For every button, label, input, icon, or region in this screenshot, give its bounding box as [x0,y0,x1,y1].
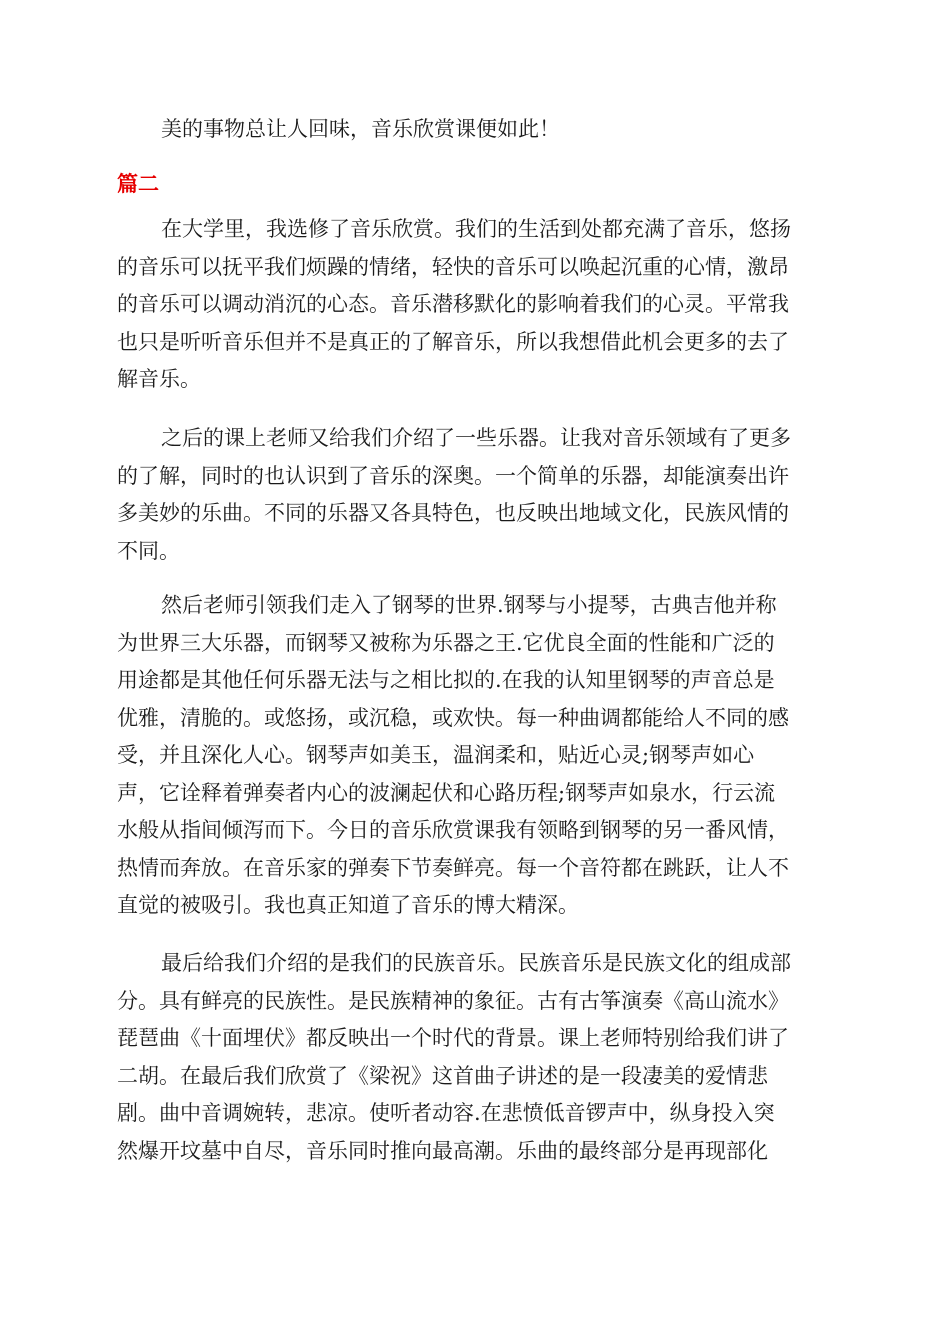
paragraph-line: 为世界三大乐器，而钢琴又被称为乐器之王.它优良全面的性能和广泛的 [117,630,775,655]
paragraph-1 [117,211,833,399]
paragraph-line: 用途都是其他任何乐器无法与之相比拟的.在我的认知里钢琴的声音总是 [117,668,775,692]
paragraph-line: 热情而奔放。在音乐家的弹奏下节奏鲜亮。每一个音符都在跳跃，让人不 [117,855,789,880]
paragraph-line: 之后的课上老师又给我们介绍了一些乐器。让我对音乐领域有了更多 [161,426,791,450]
intro-paragraph [117,111,833,149]
paragraph-4 [117,945,833,1170]
paragraph-line: 声，它诠释着弹奏者内心的波澜起伏和心路历程;钢琴声如泉水，行云流 [117,780,776,805]
paragraph-line: 也只是听听音乐但并不是真正的了解音乐，所以我想借此机会更多的去了 [117,329,789,354]
section-heading: 篇二 [117,172,159,196]
paragraph-line: 水般从指间倾泻而下。今日的音乐欣赏课我有领略到钢琴的另一番风情， [117,818,789,842]
paragraph-line: 不同。 [117,538,180,563]
paragraph-line: 的了解，同时的也认识到了音乐的深奥。一个简单的乐器，却能演奏出许 [117,463,789,488]
paragraph-line: 分。具有鲜亮的民族性。是民族精神的象征。古有古筝演奏《高山流水》 [117,988,789,1013]
paragraph-line: 然后老师引领我们走入了钢琴的世界.钢琴与小提琴，古典吉他并称 [161,593,777,617]
paragraph-line: 在大学里，我选修了音乐欣赏。我们的生活到处都充满了音乐，悠扬 [161,217,791,241]
paragraph-line: 直觉的被吸引。我也真正知道了音乐的博大精深。 [117,893,579,917]
paragraph-line: 受，并且深化人心。钢琴声如美玉，温润柔和，贴近心灵;钢琴声如心 [117,743,755,767]
paragraph-2 [117,420,833,570]
paragraph-line: 琵琶曲《十面埋伏》都反映出一个时代的背景。课上老师特别给我们讲了 [117,1026,789,1050]
paragraph-line: 然爆开坟墓中自尽，音乐同时推向最高潮。乐曲的最终部分是再现部化 [117,1138,768,1163]
paragraph-line: 的音乐可以调动消沉的心态。音乐潜移默化的影响着我们的心灵。平常我 [117,292,789,316]
paragraph-line: 的音乐可以抚平我们烦躁的情绪，轻快的音乐可以唤起沉重的心情，激昂 [117,254,789,279]
paragraph-line: 解音乐。 [117,367,201,391]
paragraph-line: 最后给我们介绍的是我们的民族音乐。民族音乐是民族文化的组成部 [161,951,791,975]
paragraph-3 [117,587,833,925]
paragraph-line: 优雅，清脆的。或悠扬，或沉稳，或欢快。每一种曲调都能给人不同的感 [117,705,789,730]
paragraph-line: 美的事物总让人回味，音乐欣赏课便如此！ [161,117,560,141]
paragraph-line: 剧。曲中音调婉转，悲凉。使听者动容.在悲愤低音锣声中，纵身投入突 [117,1101,775,1125]
paragraph-line: 二胡。在最后我们欣赏了《梁祝》这首曲子讲述的是一段凄美的爱情悲 [117,1063,768,1088]
paragraph-line: 多美妙的乐曲。不同的乐器又各具特色，也反映出地域文化，民族风情的 [117,501,789,525]
